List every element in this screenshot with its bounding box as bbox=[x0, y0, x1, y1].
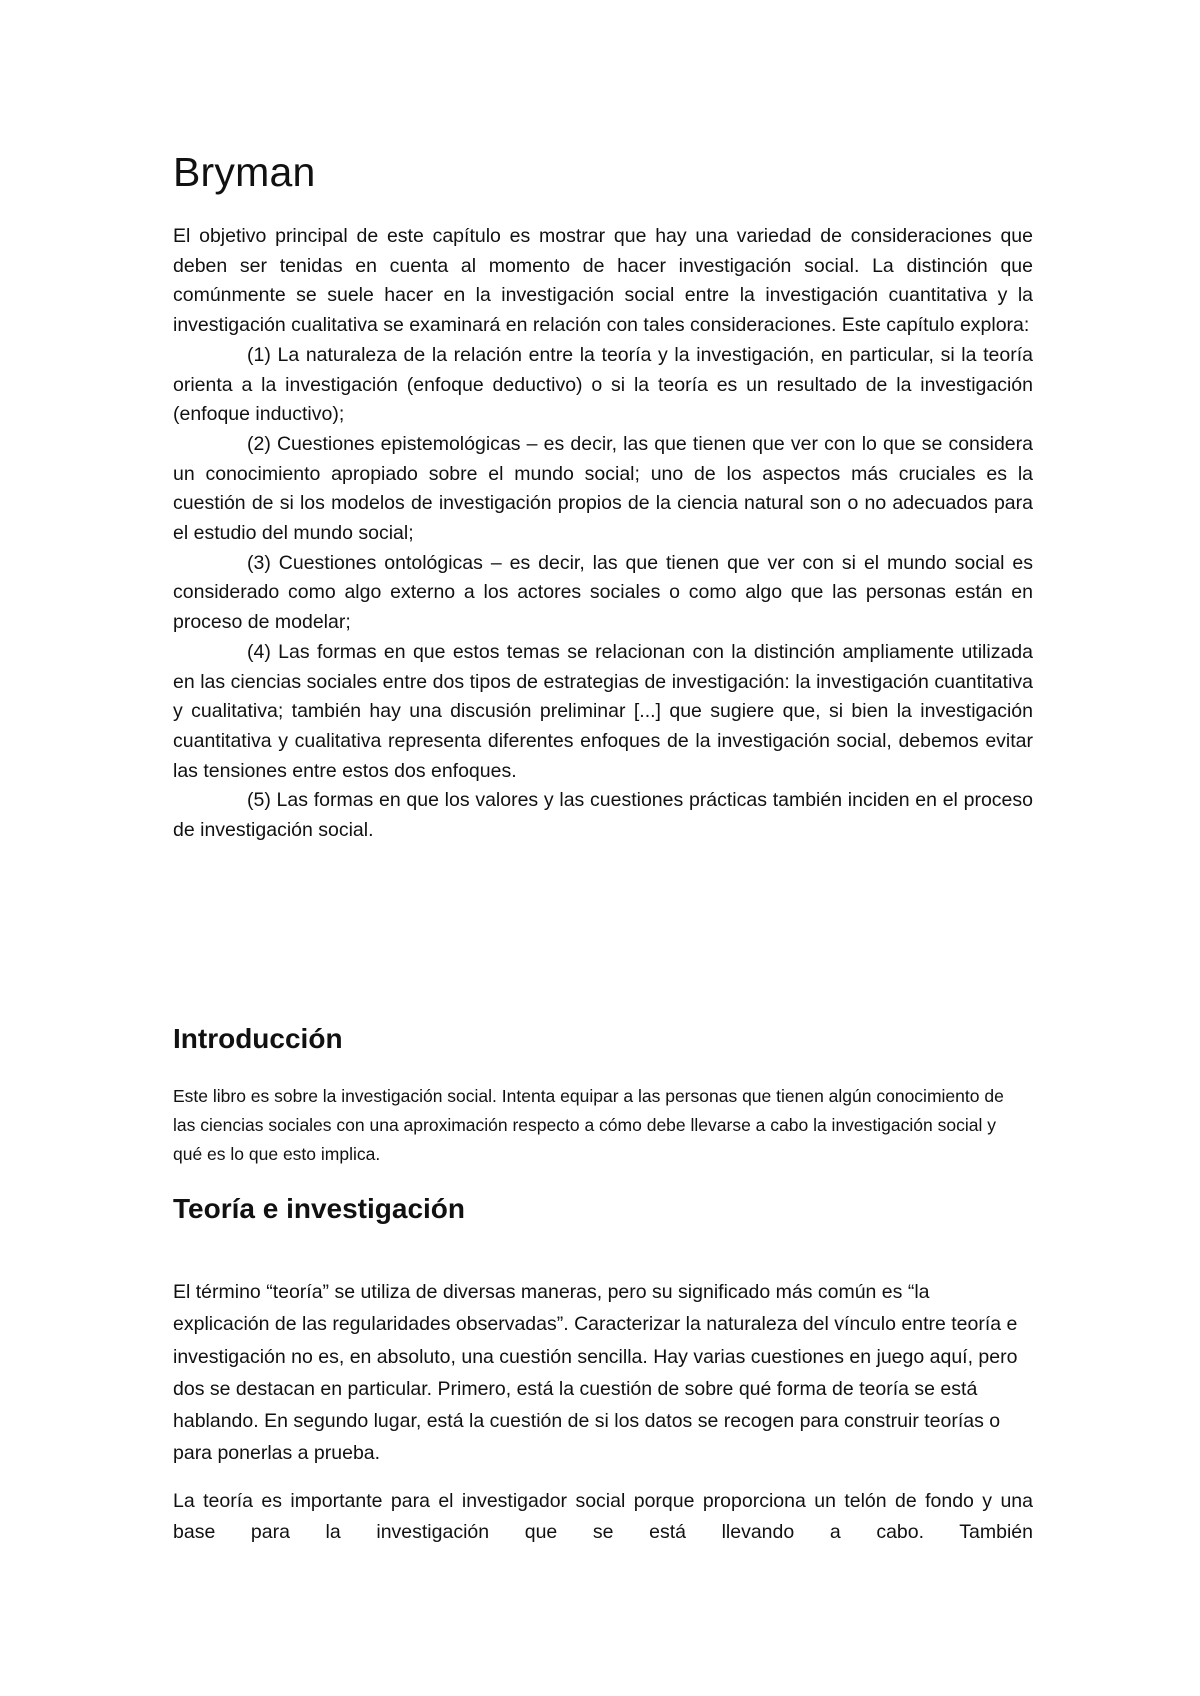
introduccion-paragraph: Este libro es sobre la investigación social. Intenta equipar a las personas que tienen algún conocimiento de las ciencias sociales con una aproximación respecto a cómo debe llevarse a cabo la investigación social y qué es lo que esto implica. bbox=[173, 1086, 1004, 1164]
introduccion-heading: Introducción bbox=[173, 1023, 343, 1054]
summary-item-4: (4) Las formas en que estos temas se relacionan con la distinción ampliamente utilizada en las ciencias sociales entre dos tipos de estrategias de investigación: la investigación cuantitativa y cualitativa; también hay una discusión preliminar [...] que sugiere que, si bien la investigación cuantitativa y cualitativa representa diferentes enfoques de la investigación social, debemos evitar las tensiones entre estos dos enfoques. bbox=[173, 640, 1033, 782]
teoria-paragraph-1: El término “teoría” se utiliza de diversas maneras, pero su significado más común es “la explicación de las regularidades observadas”. Caracterizar la naturaleza del vínculo entre teoría e investigación no es, en absoluto, una cuestión sencilla. Hay varias cuestiones en juego aquí, pero dos se destacan en particular. Primero, está la cuestión de sobre qué forma de teoría se está hablando. En segundo lugar, está la cuestión de si los datos se recogen para construir teorías o para ponerlas a prueba. bbox=[173, 1281, 1018, 1465]
summary-item-3: (3) Cuestiones ontológicas – es decir, las que tienen que ver con si el mundo social es considerado como algo externo a los actores sociales o como algo que las personas están en proceso de modelar; bbox=[173, 551, 1033, 634]
chapter-summary bbox=[173, 222, 1033, 846]
summary-item-2: (2) Cuestiones epistemológicas – es decir, las que tienen que ver con lo que se considera un conocimiento apropiado sobre el mundo social; uno de los aspectos más cruciales es la cuestión de si los modelos de investigación propios de la ciencia natural son o no adecuados para el estudio del mundo social; bbox=[173, 432, 1033, 545]
teoria-heading: Teoría e investigación bbox=[173, 1193, 466, 1224]
summary-item-1: (1) La naturaleza de la relación entre la teoría y la investigación, en particular, si la teoría orienta a la investigación (enfoque deductivo) o si la teoría es un resultado de la investigación (enfoque inductivo); bbox=[173, 343, 1033, 426]
summary-lead: El objetivo principal de este capítulo es mostrar que hay una variedad de consideraciones que deben ser tenidas en cuenta al momento de hacer investigación social. La distinción que comúnmente se suele hacer en la investigación social entre la investigación cuantitativa y la investigación cualitativa se examinará en relación con tales consideraciones. Este capítulo explora: bbox=[173, 225, 1033, 337]
document-title: Bryman bbox=[173, 149, 316, 195]
teoria-paragraph-2: La teoría es importante para el investigador social porque proporciona un telón de fondo y una base para la investigación que se está llevando a cabo. También bbox=[173, 1490, 1033, 1543]
summary-item-5: (5) Las formas en que los valores y las cuestiones prácticas también inciden en el proceso de investigación social. bbox=[173, 789, 1033, 842]
